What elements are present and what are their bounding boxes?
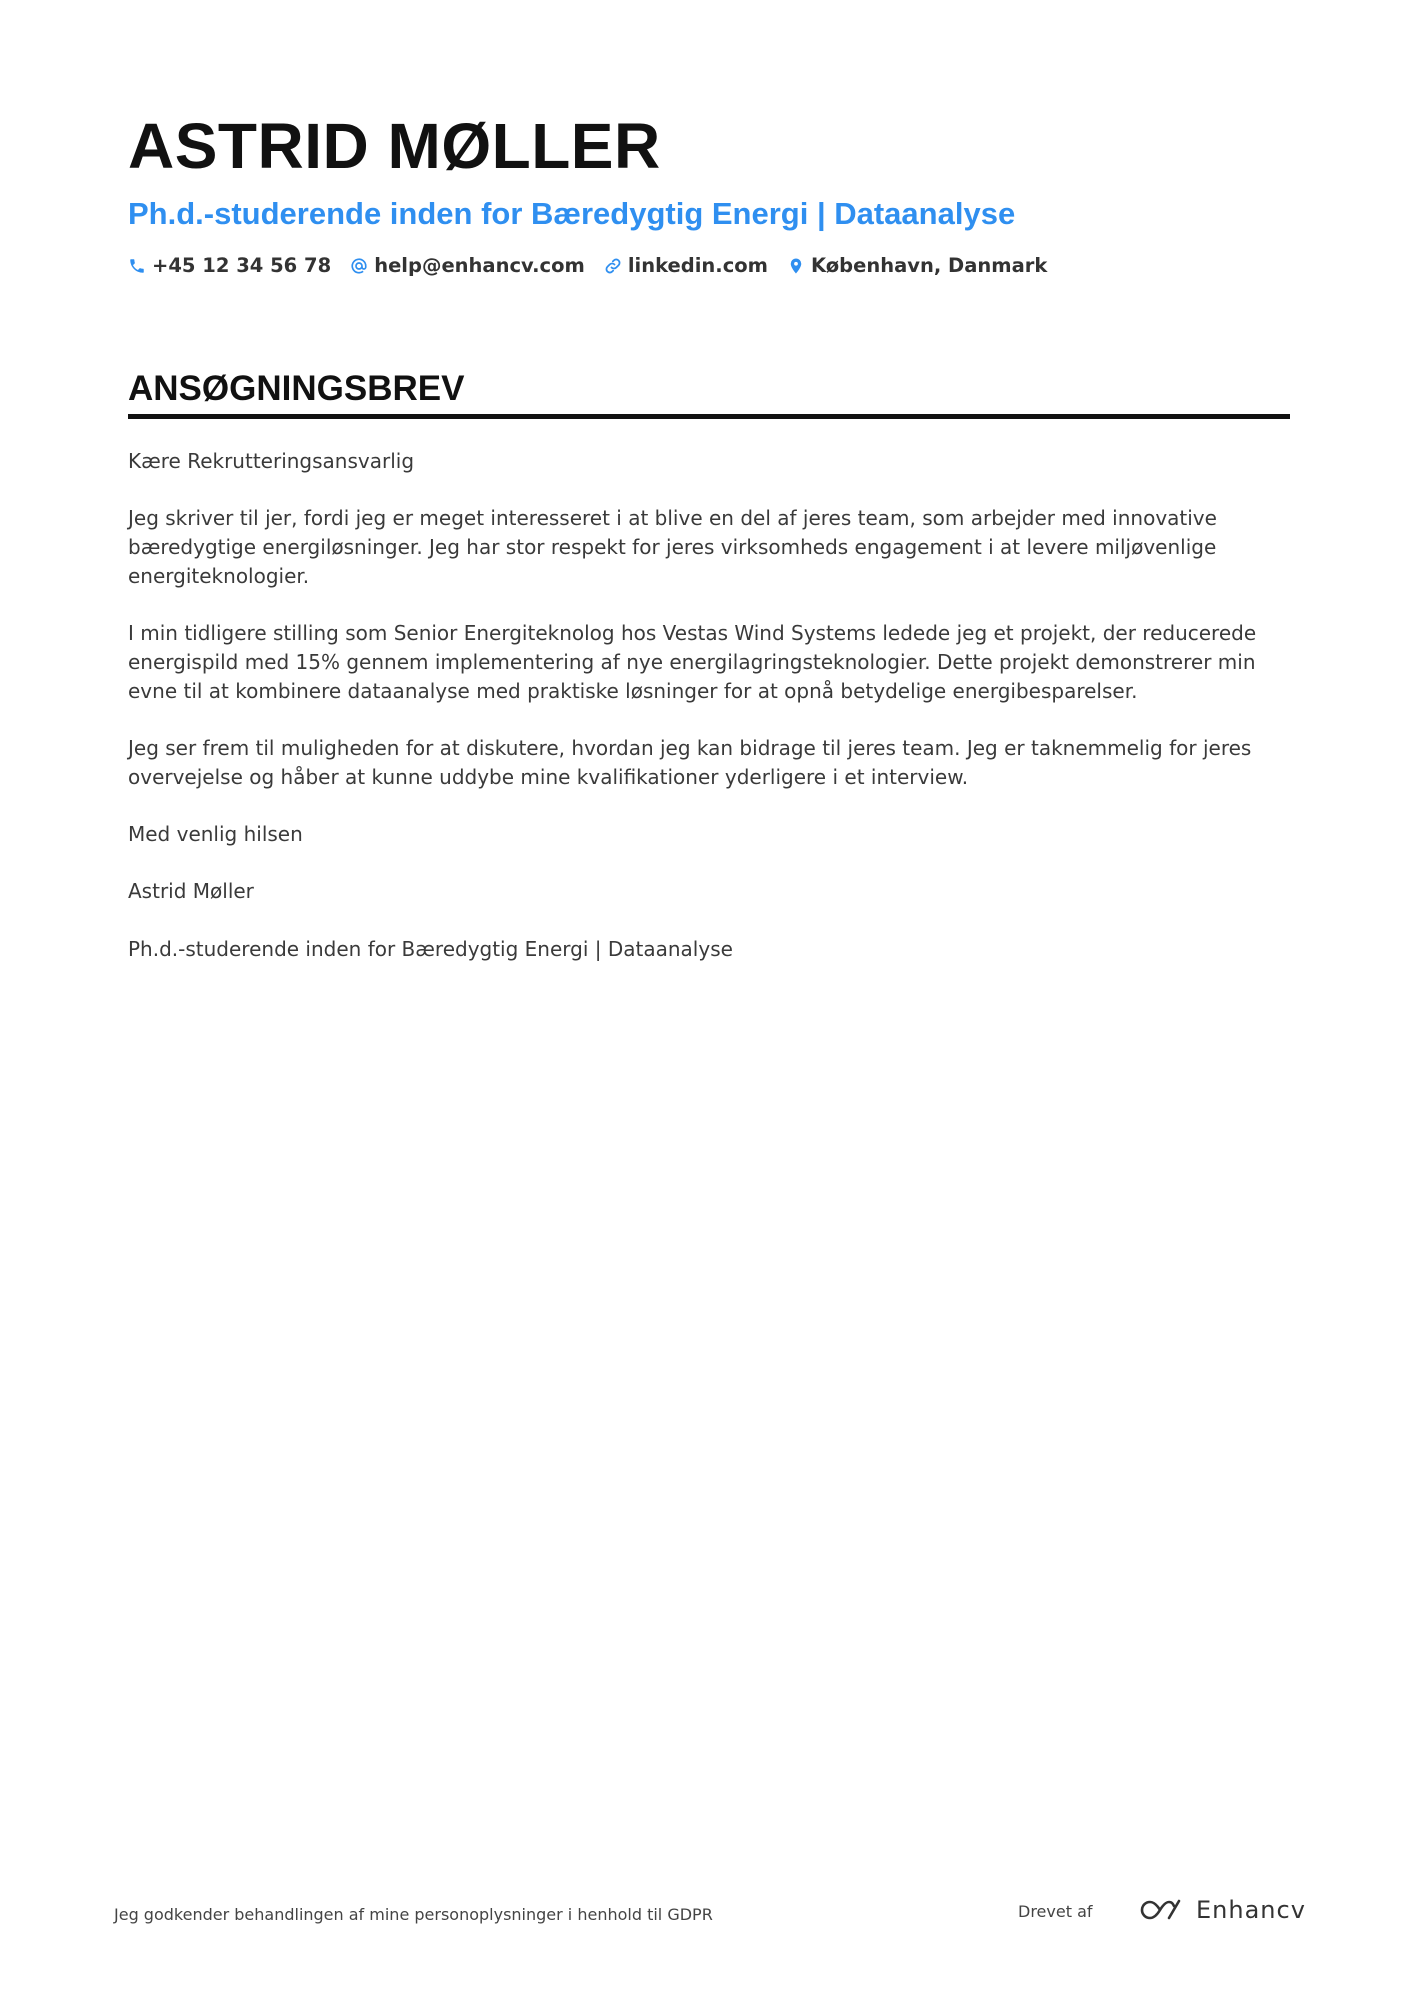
- contact-email-text: help@enhancv.com: [374, 254, 585, 277]
- cover-letter-section: [128, 368, 1290, 992]
- signature-name: Astrid Møller: [128, 879, 254, 904]
- section-title: ANSØGNINGSBREV: [128, 369, 465, 408]
- contact-location: [787, 254, 1047, 277]
- contact-phone[interactable]: [128, 254, 331, 277]
- enhancv-logo-icon: [1138, 1897, 1184, 1923]
- letter-body: [128, 447, 1290, 964]
- contact-linkedin[interactable]: [604, 254, 768, 277]
- at-icon: [350, 257, 368, 275]
- footer: [114, 1893, 1306, 1933]
- letter-paragraph: Jeg ser frem til muligheden for at diskutere, hvordan jeg kan bidrage til jeres team. Jeg er taknemmelig for jeres overvejelse og håber at kunne uddybe mine kvalifikationer yderligere i et interview.: [128, 735, 1252, 789]
- header: [128, 108, 1288, 277]
- enhancv-brand[interactable]: [1138, 1893, 1306, 1927]
- letter-paragraph: Jeg skriver til jer, fordi jeg er meget interesseret i at blive en del af jeres team, som arbejder med innovative bæredygtige energiløsninger. Jeg har stor respekt for jeres virksomheds engagement i at levere miljøvenlige energiteknologier.: [128, 506, 1217, 588]
- contact-location-text: København, Danmark: [810, 254, 1048, 277]
- contact-email[interactable]: [350, 254, 585, 277]
- contact-linkedin-text: linkedin.com: [627, 254, 768, 277]
- section-divider: [128, 414, 1290, 419]
- letter-greeting: Kære Rekrutteringsansvarlig: [128, 449, 415, 473]
- enhancv-brand-text: Enhancv: [1196, 1896, 1306, 1924]
- location-pin-icon: [787, 257, 805, 275]
- contact-bar: [128, 254, 1288, 277]
- signature-title: Ph.d.-studerende inden for Bæredygtig Energi | Dataanalyse: [128, 936, 733, 961]
- link-icon: [604, 257, 622, 275]
- contact-phone-text: +45 12 34 56 78: [152, 254, 332, 277]
- applicant-name: ASTRID MØLLER: [128, 110, 661, 182]
- gdpr-consent-text: Jeg godkender behandlingen af mine personoplysninger i henhold til GDPR: [114, 1905, 713, 1924]
- powered-by-label: Drevet af: [1018, 1902, 1093, 1921]
- applicant-title: Ph.d.-studerende inden for Bæredygtig Energi | Dataanalyse: [128, 196, 1016, 231]
- phone-icon: [128, 257, 146, 275]
- letter-closing: Med venlig hilsen: [128, 822, 303, 847]
- letter-paragraph: I min tidligere stilling som Senior Energiteknolog hos Vestas Wind Systems ledede jeg et projekt, der reducerede energispild med 15% gennem implementering af nye energilagringsteknologier. Dette projekt demonstrerer min evne til at kombinere dataanalyse med praktiske løsninger for at opnå betydelige energibesparelser.: [128, 621, 1257, 703]
